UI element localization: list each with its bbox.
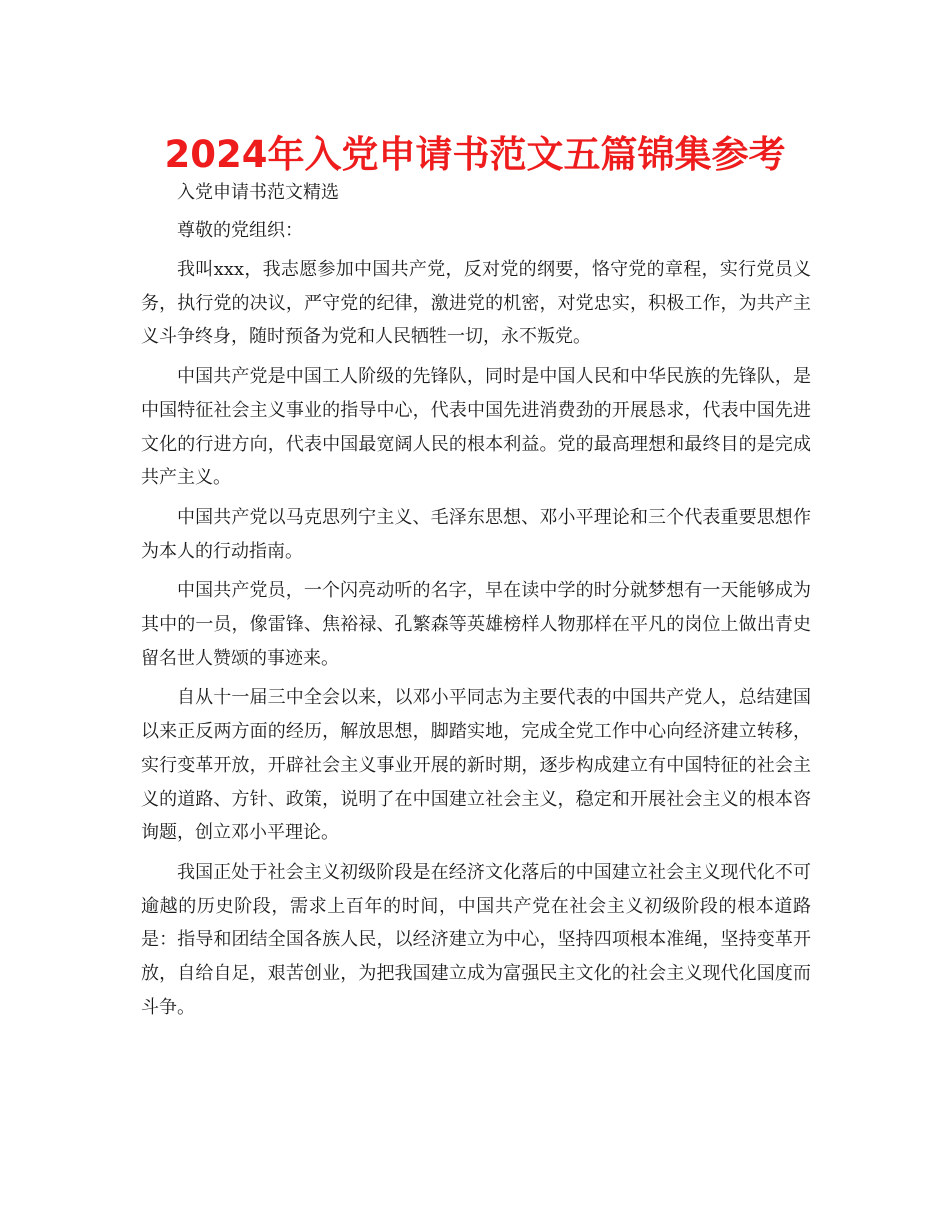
paragraph-2: 中国共产党是中国工人阶级的先锋队，同时是中国人民和中华民族的先锋队，是中国特征社会主义事业的指导中心，代表中国先进消费劲的开展恳求，代表中国先进文化的行进方向，代表中国最宽阔人民的根本利益。党的最高理想和最终目的是完成共产主义。 (141, 366, 811, 489)
paragraph-3: 中国共产党以马克思列宁主义、毛泽东思想、邓小平理论和三个代表重要思想作为本人的行动指南。 (141, 506, 811, 562)
paragraph-4: 中国共产党员，一个闪亮动听的名字，早在读中学的时分就梦想有一天能够成为其中的一员，像雷锋、焦裕禄、孔繁森等英雄榜样人物那样在平凡的岗位上做出青史留名世人赞颂的事迹来。 (141, 580, 811, 669)
paragraph-5: 自从十一届三中全会以来，以邓小平同志为主要代表的中国共产党人，总结建国以来正反两方面的经历，解放思想，脚踏实地，完成全党工作中心向经济建立转移，实行变革开放，开辟社会主义事业开展的新时期，逐步构成建立有中国特征的社会主义的道路、方针、政策，说明了在中国建立社会主义，稳定和开展社会主义的根本咨询题，创立邓小平理论。 (141, 687, 811, 844)
document-subtitle: 入党申请书范文精选 (177, 182, 339, 203)
salutation: 尊敬的党组织： (177, 220, 303, 241)
document-title: 2024年入党申请书范文五篇锦集参考 (164, 133, 786, 176)
document-body (141, 178, 811, 1024)
paragraph-6: 我国正处于社会主义初级阶段是在经济文化落后的中国建立社会主义现代化不可逾越的历史阶段，需求上百年的时间，中国共产党在社会主义初级阶段的根本道路是：指导和团结全国各族人民，以经济建立为中心，坚持四项根本准绳，坚持变革开放，自给自足，艰苦创业，为把我国建立成为富强民主文化的社会主义现代化国度而斗争。 (141, 861, 811, 1018)
paragraph-1: 我叫xxx，我志愿参加中国共产党，反对党的纲要，恪守党的章程，实行党员义务，执行党的决议，严守党的纪律，激进党的机密，对党忠实，积极工作，为共产主义斗争终身，随时预备为党和人民牺牲一切，永不叛党。 (141, 259, 811, 348)
